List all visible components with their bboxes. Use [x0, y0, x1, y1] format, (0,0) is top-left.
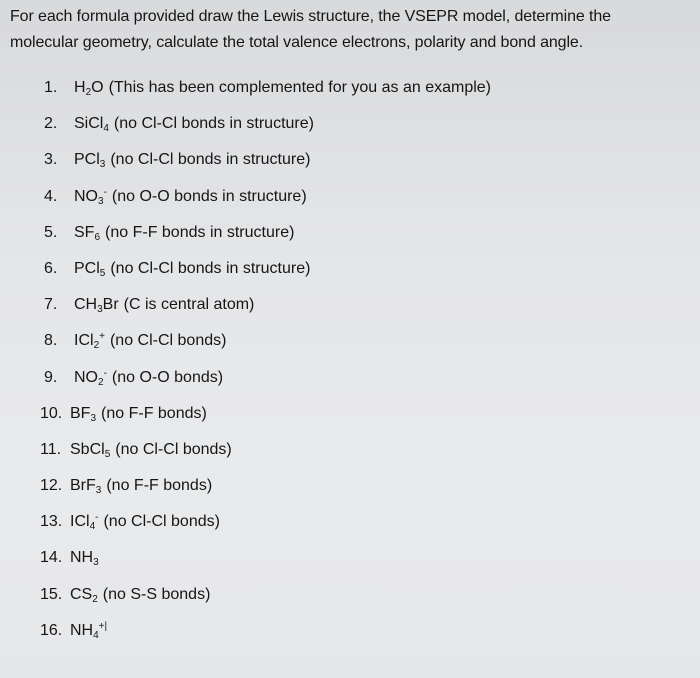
- chemical-formula: [74, 188, 107, 205]
- formula-item: [40, 468, 491, 504]
- formula-item: [44, 70, 491, 106]
- chemical-formula: [74, 151, 106, 171]
- formula-subscript: 2: [92, 593, 98, 605]
- formula-subscript: 3: [95, 485, 102, 497]
- item-number: 2.: [44, 115, 58, 133]
- formula-note: (no F-F bonds in structure): [105, 223, 295, 241]
- formula-base: NO: [74, 187, 98, 205]
- formula-subscript: 5: [104, 448, 111, 460]
- chemical-formula: [74, 115, 109, 135]
- formula-subscript: 4: [89, 521, 96, 533]
- formula-rest: O: [91, 79, 104, 96]
- formula-list: [40, 70, 491, 649]
- formula-item: [44, 215, 491, 251]
- item-number: 15.: [40, 585, 63, 603]
- formula-item: [40, 504, 491, 540]
- charge-superscript: -: [103, 367, 107, 379]
- formula-note: (no Cl-Cl bonds): [103, 513, 220, 531]
- chemical-formula: [70, 549, 99, 569]
- formula-subscript: 6: [94, 231, 101, 243]
- formula-item: [44, 287, 491, 323]
- instructions-line-1: For each formula provided draw the Lewis structure, the VSEPR model, determine the: [10, 8, 611, 25]
- formula-item: [44, 360, 491, 396]
- item-number: 9.: [44, 368, 58, 386]
- formula-item: [44, 106, 491, 142]
- item-number: 14.: [40, 549, 63, 567]
- charge-superscript: -: [103, 186, 107, 198]
- formula-base: NH: [70, 621, 94, 639]
- item-number: 10.: [40, 404, 63, 422]
- formula-subscript: 2: [85, 87, 92, 98]
- formula-base: BrF: [70, 477, 96, 495]
- instructions: [10, 4, 695, 56]
- chemical-formula: [70, 622, 107, 639]
- formula-item: [40, 613, 491, 649]
- formula-subscript: 2: [93, 340, 100, 352]
- charge-superscript: -: [95, 512, 99, 524]
- chemical-formula: [70, 441, 110, 458]
- formula-item: [44, 142, 491, 178]
- chemical-formula: [74, 331, 105, 352]
- formula-base: BF: [70, 404, 91, 422]
- formula-note: (C is central atom): [123, 296, 255, 314]
- formula-subscript: 3: [99, 159, 106, 171]
- item-number: 1.: [44, 79, 58, 96]
- formula-base: PCl: [74, 151, 100, 169]
- formula-base: H: [74, 79, 86, 96]
- item-number: 6.: [44, 259, 58, 277]
- formula-item: [44, 179, 491, 215]
- formula-note: (no Cl-Cl bonds): [109, 332, 227, 350]
- formula-item: [40, 396, 491, 432]
- chemical-formula: [70, 477, 102, 497]
- formula-item: [44, 323, 491, 359]
- item-number: 4.: [44, 187, 58, 205]
- formula-base: NO: [74, 368, 98, 386]
- chemical-formula: [70, 512, 99, 533]
- formula-subscript: 3: [90, 412, 97, 424]
- chemical-formula: [74, 224, 100, 241]
- formula-item: [40, 577, 491, 613]
- chemical-formula: [70, 405, 96, 422]
- formula-note: (no Cl-Cl bonds in structure): [110, 259, 311, 277]
- formula-subscript: 3: [93, 557, 99, 569]
- formula-subscript: 2: [98, 376, 104, 388]
- formula-base: SiCl: [74, 115, 104, 133]
- instructions-line-2: molecular geometry, calculate the total valence electrons, polarity and bond angle.: [10, 34, 584, 51]
- chemical-formula: [74, 296, 119, 316]
- chemical-formula: [70, 586, 98, 603]
- formula-base: CH: [74, 296, 98, 314]
- formula-note: (no S-S bonds): [102, 585, 211, 603]
- formula-subscript: 5: [99, 267, 106, 279]
- formula-note: (no F-F bonds): [106, 477, 213, 495]
- formula-note: (This has been complemented for you as an example): [108, 79, 491, 96]
- formula-subscript: 3: [97, 304, 103, 316]
- formula-note: (no O-O bonds): [111, 368, 224, 386]
- formula-note: (no Cl-Cl bonds in structure): [113, 115, 314, 133]
- item-number: 3.: [44, 151, 58, 169]
- item-number: 16.: [40, 621, 63, 639]
- chemical-formula: [74, 369, 107, 386]
- formula-base: SbCl: [70, 440, 105, 458]
- formula-base: NH: [70, 549, 94, 567]
- formula-base: ICl: [74, 332, 94, 350]
- formula-item: [40, 540, 491, 576]
- formula-base: PCl: [74, 259, 100, 277]
- chemical-formula: [74, 260, 105, 277]
- formula-base: SF: [74, 223, 95, 241]
- formula-rest: Br: [102, 296, 119, 314]
- charge-superscript: +: [99, 331, 105, 343]
- formula-subscript: 4: [103, 123, 109, 135]
- formula-item: [44, 251, 491, 287]
- item-number: 5.: [44, 223, 58, 241]
- formula-subscript: 3: [98, 195, 104, 207]
- formula-note: (no O-O bonds in structure): [111, 187, 307, 205]
- item-number: 7.: [44, 296, 58, 314]
- formula-note: (no F-F bonds): [101, 404, 207, 422]
- formula-subscript: 4: [93, 629, 99, 641]
- formula-note: (no Cl-Cl bonds in structure): [110, 151, 311, 169]
- item-number: 13.: [40, 513, 63, 531]
- formula-item: [40, 432, 491, 468]
- formula-base: CS: [70, 585, 93, 603]
- item-number: 8.: [44, 332, 58, 350]
- charge-superscript: +|: [98, 620, 108, 632]
- item-number: 11.: [40, 440, 62, 458]
- chemical-formula: [74, 79, 104, 96]
- formula-note: (no Cl-Cl bonds): [115, 440, 232, 458]
- formula-base: ICl: [70, 513, 90, 531]
- item-number: 12.: [40, 477, 63, 495]
